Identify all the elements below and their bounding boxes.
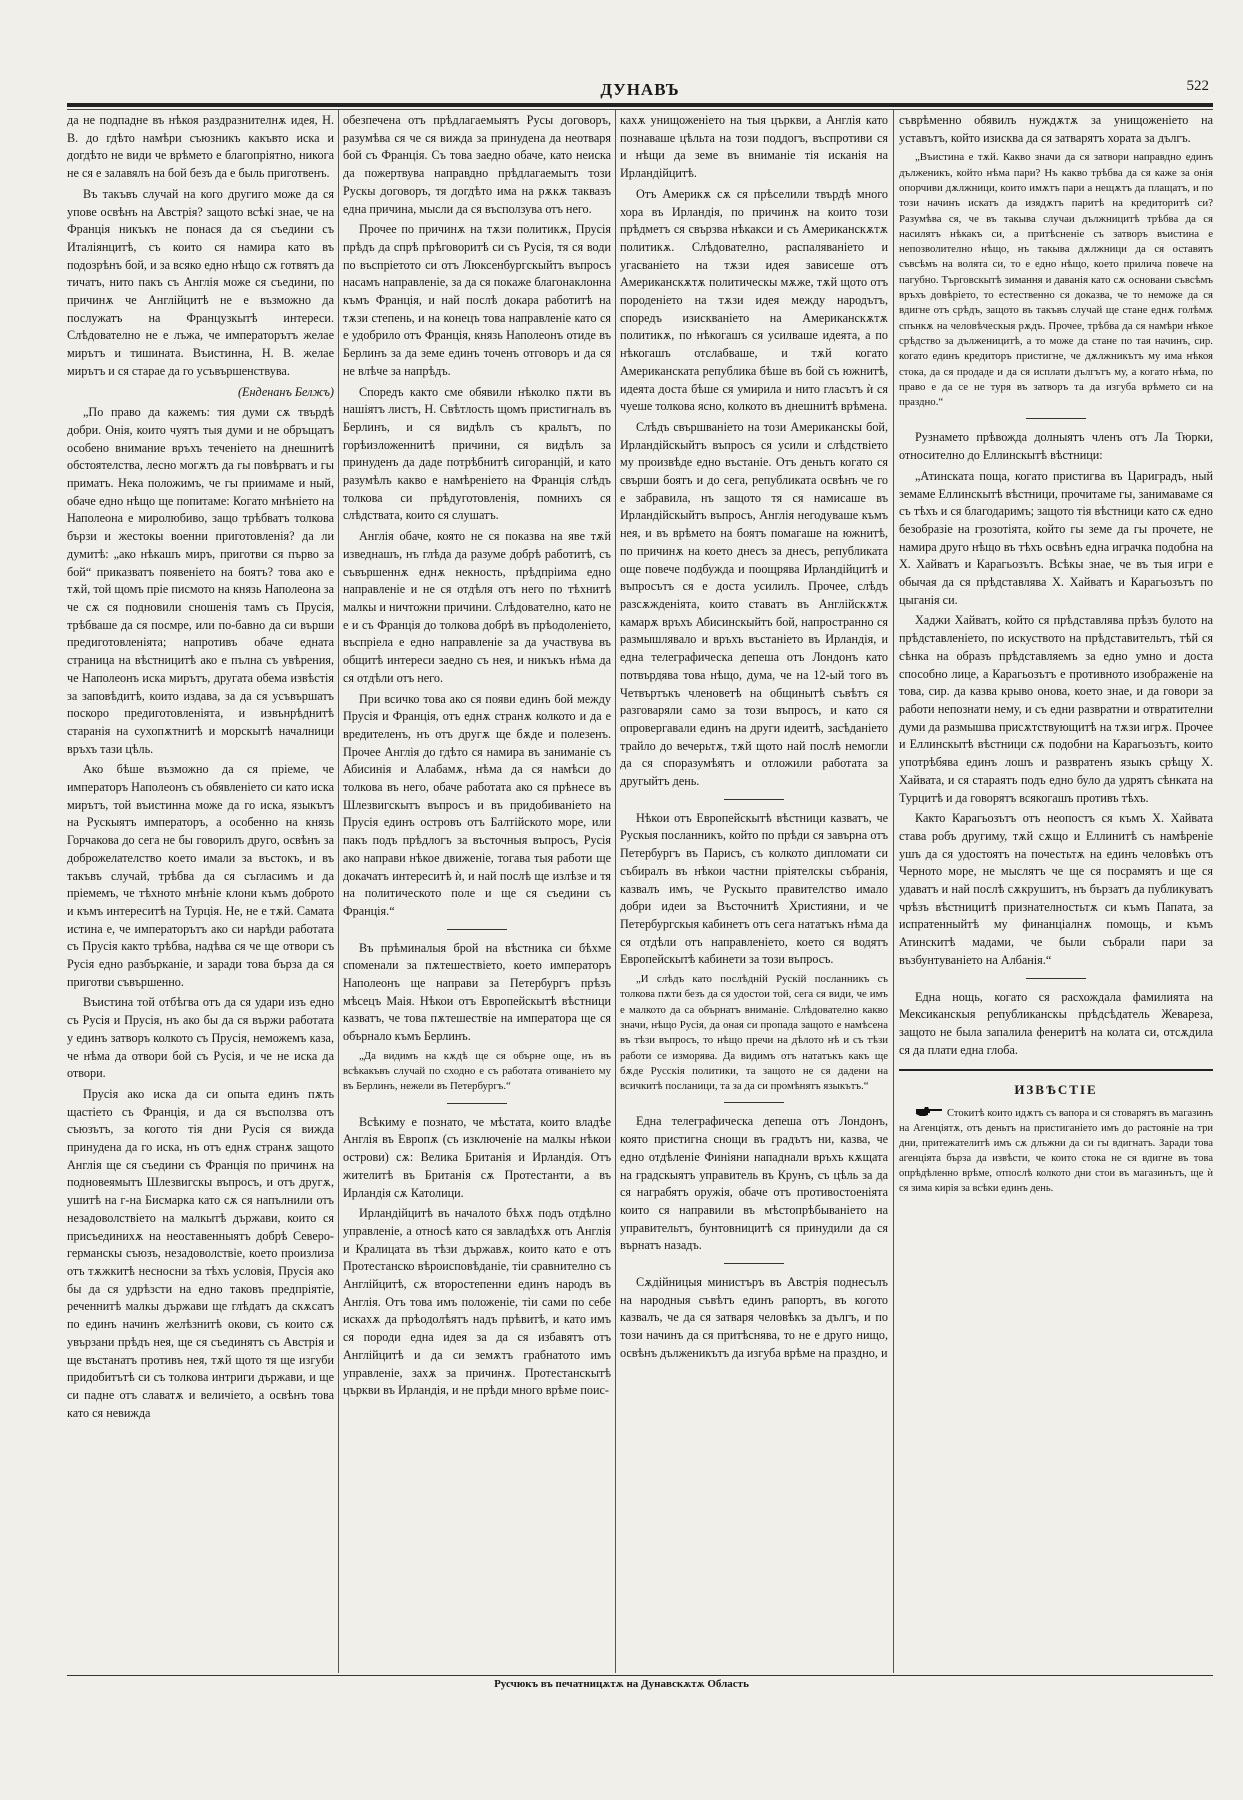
article-separator <box>447 929 507 930</box>
footer-rule <box>67 1675 1213 1676</box>
article-quote: „Да видимъ на кѫдѣ ще ся обърне още, нъ въ всѣкакъвъ случай по сходно е съ работата отиваніето му въ Берлинъ, нежели въ Петербургъ.“ <box>343 1049 611 1093</box>
article-separator <box>447 1103 507 1104</box>
article-paragraph: обезпечена отъ прѣдлагаемыятъ Русы договоръ, разумѣва ся че ся вижда за принудена да неотваря бой съ Франція. Съ това заедно обаче, като неиска да пожертвува направдно прѣдлагаемытъ този Рускы договоръ, тя догдѣто има на рѫкѫ таквазъ една причина, мысли да ся въсползува отъ него. <box>343 113 611 216</box>
article-paragraph: Слѣдъ свършваніето на този Американскы бой, Ирландійскыйтъ въпросъ ся усили и слѣдствіето му произвѣде едно въстаніе. Отъ деньтъ когато ся свърши боятъ и до сега, републиката освѣнъ че го е забравила, нъ защото тя ся намисаше въ Ирландійскыйтъ въпросъ, Англія негодуваше къмъ нея, и въ врѣмето на боятъ помагаше на южнитѣ, по причинѫ на което днесъ за днесъ, републиката още повече подбужда и поощрява Ирландійцитѣ и въпросътъ ся е доста усилилъ. Прочее, слѣдъ разсѫжденіята, които ставатъ въ Англійскѫтѫ камарѫ връхъ Абисинскыйтъ бой, напространно ся размышлявало и връхъ въстаніето въ Ирландія, и една телеграфическа депеша отъ Лондонъ като потвърдява това нѣщо, дума, че на 12-ый того въ Четвъртъкъ членоветѣ на общинытѣ съвѣтъ ся разговаряли само за този въпросъ, и като ся опровергавали единъ на други идеитѣ, засѣданіето трайло до вечерьтѫ, тѫй щото най послѣ немогли да ся споразумѣятъ и отложили работата за другыйтъ день. <box>620 419 888 789</box>
imprint-line: Русчюкъ въ печатницѫтѫ на Дунавскѫтѫ Область <box>494 1678 749 1690</box>
article-paragraph: Една нощь, когато ся расхождала фамилията на Мексиканскыя републиканскы прѣдсѣдатель Жевареза, защото не была запалила фенеритѣ на колата си, отсѫдила ся да плати една глоба. <box>899 989 1213 1057</box>
article-paragraph: съврѣменно обявилъ нуждѫтѫ за унищоженіето на уставътъ, който изисква да ся затварятъ хората за дългъ. <box>899 113 1213 145</box>
notice-rule <box>899 1069 1213 1071</box>
article-quote: „И слѣдъ като послѣдній Рускій посланникъ съ толкова пѫти безъ да ся удостои той, сега ся види, че имъ е малкото да са обърнатъ вниманіе. Слѣдователно какво значи, нѣщо Русія, да оная си пропада защото е намѣсена въ тѣзи въпросъ, то нѣщо пречи на дѣлото нѣ и съ тѣзи работи се изморява. Да видимъ отъ нататъкъ какъ ще бѫде Русскія политики, та защото не ся дадени на всичкитѣ посланици, та за да си промѣнятъ языкътъ.“ <box>620 973 888 1093</box>
pointing-hand-icon <box>915 1105 943 1118</box>
article-separator <box>724 1263 784 1264</box>
article-paragraph: Хаджи Хайватъ, който ся прѣдставлява прѣзъ булото на прѣдставленіето, по искуството на прѣдставительтъ, тѣй ся сѣнка на образъ прѣдставляемъ за едно умно и доста способно лице, а Карагьозътъ е противното изображеніе на това, сир. да казва крыво онова, което знае, и да говори за работи непознати нему, и съ едни развратни и отвратителни думи да размышва присѫтствующитѣ на тѫзи игрѫ. Прочее и Еллинскытѣ вѣстници сѫ подобни на Карагьозътъ, които употрѣбява единъ лошъ и развратенъ языкъ срѣщу Х. Хайвата, и ся стараятъ подъ едно було да удрятъ сѣнката на Турцитѣ и да говорятъ всякогашъ противъ тѣхъ. <box>899 613 1213 805</box>
article-paragraph: Споредъ както сме обявили нѣколко пѫти въ нашіятъ листъ, Н. Свѣтлость щомъ пристигналъ въ Берлинъ, и ся видѣлъ съ кральтъ, по горѣизложеннитѣ причини, ся видѣлъ за принуденъ да даде потрѣбнитѣ сигоранцій, и като разумѣлъ какво е намѣреніето на Франція слѣдъ толкова си прѣдуготовленія, помнихъ ся слѣдствата, които ся слушатъ. <box>343 384 611 523</box>
article-paragraph: кахѫ унищоженіето на тыя църкви, а Англія като познаваше цѣльта на този поддогъ, въспротиви ся и нѣщи да земе въ вниманіе тія исканія на Ирландійцитѣ. <box>620 113 888 181</box>
article-paragraph: Въистина той отбѣгва отъ да ся удари изъ едно съ Русія и Прусія, нъ ако бы да ся вържи работата у единъ затворъ колкото съ Прусія, неможемъ каза, че нѣма да отвори бой съ Русія, и че не иска да отвори. <box>67 995 334 1081</box>
column-4 <box>899 112 1213 1672</box>
column-2 <box>343 112 611 1672</box>
article-paragraph: „Атинската поща, когато пристигва въ Цариградъ, ный земаме Еллинскытѣ вѣстници, прочитаме гы, занимаваме ся съ тѣхъ и ся благодаримъ; защото тія вѣстници като сѫ едно безобразіе на грозотіята, който гы земе да гы прочете, не намира друго нѣщо въ тѣхъ освѣнъ една играчка подобна на Х. Хайватъ и Карагьозътъ. Всѣкы знае, че въ тыя игри е обычая да ся прѣдставлява Х. Хайватъ и Карагьозътъ по цыганія си. <box>899 468 1213 607</box>
column-3 <box>620 112 888 1672</box>
article-paragraph: Ирландійцитѣ въ началото бѣхѫ подъ отдѣлно управленіе, а относѣ като ся завладѣхѫ отъ Англія и Кралицата въ тѣзи държавѫ, които като е отъ Протестанско вѣроисповѣданіе, тіи сравнително съ Англійцитѣ, сѫ второстепенни единъ народъ въ Англія. Отъ това имъ положеніе, тіи сами по себе искахѫ да прѣодолѣятъ надъ прѣвитѣ, и като имъ ся породи една идея за да ся избавятъ отъ Англійцитѣ и да си земѫтъ грабнатото имъ управленіе, захѫ за причинѫ. Протестанскытѣ църкви въ Ирландія, и не прѣди много врѣме поис- <box>343 1206 611 1398</box>
column-divider <box>338 110 339 1673</box>
article-paragraph: Рузнамето прѣвожда долныятъ членъ отъ Ла Тюрки, относително до Еллинскытѣ вѣстници: <box>899 430 1213 463</box>
article-paragraph: Всѣкиму е познато, че мѣстата, които владѣе Англія въ Европѫ (съ изключеніе на малкы нѣкои острови) сѫ: Велика Британія и Ирландія. Отъ жителитѣ въ Британія сѫ Протестанти, а въ Ирландія сѫ Католици. <box>343 1114 611 1200</box>
column-divider <box>615 110 616 1673</box>
article-paragraph: Въ прѣминалыя брой на вѣстника си бѣхме споменали за пѫтешествіето, което императоръ Наполеонъ ще направи за Петербургъ прѣзъ мѣсецъ Маія. Нѣкои отъ Европейскытѣ вѣстници казватъ, че това пѫтешествіе на императора ще ся обърнало къмъ Берлинъ. <box>343 940 611 1044</box>
article-separator <box>1026 978 1086 979</box>
column-divider <box>893 110 894 1673</box>
source-attribution: (Енденанъ Белжъ) <box>237 384 334 399</box>
header-rule <box>67 103 1213 107</box>
notice-title: ИЗВѢСТІЕ <box>1014 1082 1098 1098</box>
article-paragraph: Една телеграфическа депеша отъ Лондонъ, която пристигна снощи въ градътъ ни, казва, че едно отдѣленіе Финіяни нападнали връхъ кѫщата на градскыятъ управитель въ Крунъ, съ цѣль за да ся награбятъ оружія, обаче отъ противостоеніята които ся направили въ мѣстопрѣбываніето на управительтъ, бунтовницитѣ ся принудили да ся върнатъ назадъ. <box>620 1114 888 1253</box>
page-number: 522 <box>1186 78 1209 94</box>
page-header <box>67 76 1213 106</box>
article-paragraph: да не подпадне въ нѣкоя раздразнителнѫ идея, Н. В. до гдѣто намѣри съюзникъ какъвто иска и догдѣто не види че врѣмето е благопріятно, никога не ся е залавялъ на бой безъ да е быль приготвенъ. <box>67 113 334 181</box>
notice-text-block <box>899 1105 1213 1196</box>
article-paragraph: Въ такъвъ случай на кого другиго може да ся упове освѣнъ на Австрія? защото всѣкі знае, че на Франція никъкъ не понася да ся съедини съ Италіянцитѣ, съ които ся намира като въ подозрѣнъ бой, и за всяко едно нѣщо сѫ готвятъ да тичатъ, нито пакъ съ Англія може ся съедини, по причинѫ че Англійцитѣ не е възможно да послужатъ на Французкытѣ интереси. Слѣдователно не е лъжа, че императорътъ желае мирътъ и тишината. Въистинна, Н. В. желае мирътъ и ся старае да го усъвършенствува. <box>67 186 334 378</box>
article-separator <box>724 799 784 800</box>
header-rule-thin <box>67 109 1213 110</box>
article-paragraph: Англія обаче, която не ся показва на яве тѫй изведнашъ, нъ глѣда да разуме добрѣ работитѣ, съ съвършеннѫ еднѫ некность, прѣдпріима едно направленіе и не ся отдѣля отъ него по тѣхнитѣ малкы и ничтожни причини. Слѣдователно, като не е и съ Франція до толкова добрѣ въ прѣодоленіето, въспріела е едно направленіе за да участвува въ общитѣ интереси заедно съ нея, и никъкъ нѣма да ся отдѣли отъ него. <box>343 529 611 685</box>
column-1 <box>67 112 334 1672</box>
masthead-title: ДУНАВЪ <box>600 80 680 99</box>
article-paragraph: Сѫдійницыя министъръ въ Австрія поднесълъ на народныя съвѣтъ единъ рапортъ, въ когото казвалъ, че да ся затваря человѣкъ за дългъ, и по този начинъ да ся притѣснява, то не е друго нищо, освѣнъ дълженикътъ да изгуба врѣме на праздно, и <box>620 1275 888 1360</box>
article-paragraph: „По право да кажемъ: тия думи сѫ твърдѣ добри. Онія, които чуятъ тыя думи и не обръщатъ особено внимание връхъ теченіето на днешнитѣ обстоятелства, лесно могѫтъ да гы повѣрватъ и гы приматъ. Нека положимъ, че гы приимаме и ный, обаче едно нѣщо ще попитаме: Когато мнѣніето на Наполеона е миролюбиво, защо трѣбватъ толкова бързи и жестокы военни приготовленія? да ли думитѣ: „ако нѣкашъ миръ, приготви ся първо за бой“ приказватъ появеніето на боятъ? това ако е тѫй, той щомъ пріе писмото на князь Наполеона за че сѫ ся подновили сношенія тамъ съ Прусія, трѣбваше да ся посмре, или по-бавно да си върши предиготовленіята; напротивъ обаче едната страница на вѣстницитѣ ако е пълна съ увѣрения, че Наполеонъ иска мирътъ, другата обема извѣстія за заповѣдитѣ, които издава, за да ся усъвършатъ поскоро предиготовленіята, и извънрѣднитѣ старанія на сухопѫтнитѣ и морскытѣ началници връхъ тази цѣль. <box>67 405 334 756</box>
notice-text: Стокитѣ които идѫтъ съ вапора и ся стоварятъ въ магазинъ на Агенціятѫ, отъ деньтъ на пристиганіето имъ до растояніе на три дни, притежателитѣ имъ сѫ длъжни да си гы вдигнатъ. Заради това агенціята бърза да извѣсти, че които стока не ся вдигне въ това опрѣдѣленно врѣме, отпослѣ колкото дни стои въ магазинътъ, ще ѝ ся зима кирія за всѣки единъ день. <box>899 1108 1213 1195</box>
article-paragraph: Както Карагьозътъ отъ неопостъ ся къмъ Х. Хайвата става робъ другиму, тѫй сѫщо и Еллинитѣ съ намѣреніе ушъ да ся удостоятъ на почестьтѫ на единъ человѣкъ отъ Черното море, не мыслятъ че ще ся посрамятъ и ще ся удаватъ и най послѣ сѫкрушитъ, нъ бързатъ да публикуватъ чрѣзъ вѣстницитѣ признателностьтѫ си къмъ Папата, за испратенныйтѣ му финанціалнѫ помощь, и къмъ Атинскитѣ мадами, че были събрали пари за възбунтуваніето на Албанія.“ <box>899 811 1213 967</box>
article-paragraph: При всичко това ако ся появи единъ бой между Прусія и Франція, отъ еднѫ странѫ колкото и да е вредителенъ, нъ отъ другѫ ще бѫде и полезенъ. Прочее Англія до гдѣто ся намира въ заниманіе съ Абисинія и Алабамѫ, нѣма да ся намѣси до толкова въ него, обаче работата ако ся прѣнесе въ Шлезвигскытъ въпросъ и въ придобиваніето на Прусія единъ островъ отъ Балтійското море, или пакъ подъ прѣдлогъ за въсточныя въпросъ, Русія ако направи нѣкое движеніе, тогава тыя работи ще докачатъ интереситѣ ѝ, и най послѣ ще излѣзе и тя на политическото поле и ще ся съедини съ Франція.“ <box>343 691 611 918</box>
article-paragraph: Отъ Америкѫ сѫ ся прѣселили твърдѣ много хора въ Ирландія, по причинѫ на които този прѣдметъ ся свързва нѣкакси и съ Американскѫтѫ политикѫ. Слѣдователно, распаляваніето и угасваніето на тѫзи идея зависеше отъ Американскѫтѫ политическы мѫже, тѫй щото отъ породеніето на тѫзи идея между народътъ, споредъ изискваніето на Американскѫтѫ политикѫ, по нѣкогашъ ся усилваше идеята, а по нѣкогашъ отслабваше, и тѫй когато Американската република бѣше въ бой съ южнитѣ, идеята доста бѣше ся умирила и нито гласътъ ѝ ся чуеше толкова ясно, колкото въ днешнитѣ врѣмена. <box>620 186 888 414</box>
article-quote: „Въистина е тѫй. Какво значи да ся затвори направдно единъ дълженикъ, който нѣма пари? Нъ какво трѣбва да ся каже за онія опорчиви дѫлжници, които имѫтъ пари а нещѫтъ да плащатъ, и по този начинъ искатъ да изядѫтъ паритѣ на кредиторитѣ си? Разумѣва ся, че въ такыва случаи дължницитѣ трѣбва да ся насилятъ нѣкакъ си, а притѣсненіе съ затворъ въистина е непозволително нѣщо, нъ такыва дѫлжници да ся оставятъ съвсѣмъ на волята си, то е едно нѣщо, което прилича повече на пагубно. Търговскытѣ зимання и даванія като сѫ основани съвсѣмъ връхъ довѣріето, то естественно ся доказва, че то неможе да ся вдигне отъ срѣдъ, защото въ такъвъ случай ще стане еднѫ голѣмѫ спънкѫ на человѣческыя рѫдъ. Прочее, трѣбва да ся намѣри нѣкое срѣдство за дълженицитѣ, а то може да стане по тая начинъ, сир. когато единъ кредиторъ пристигне, че дѫлжникътъ му има нѣкоя стока, да ся продаде и да ся исплати дългътъ му, а когато нѣма, по право е да се не туря въ затворъ та да изгуба врѣмето си на праздно.“ <box>899 151 1213 409</box>
article-paragraph: Нѣкои отъ Европейскытѣ вѣстници казватъ, че Рускыя посланникъ, който по прѣди ся завърна отъ Петербургъ въ Парисъ, съ колкото дипломати си събиралъ въ нѣкои частни пріятелскы събранія, казвалъ имъ, че Рускыто правителство имало добри идеи за Въсточнитѣ Християни, и че Петербургскыя кабинетъ отъ сега нататъкъ нѣма да ся отдѣли отъ направленіето, което ся водятъ Европейскытѣ кабинети за този въпросъ. <box>620 810 888 967</box>
article-paragraph: Ако бѣше възможно да ся пріеме, че императоръ Наполеонъ съ обявленіето си като иска мирътъ, той въистинна може да го иска, языкътъ на Рускыятъ императоръ, а особенно на князь Горчакова до сега не бы говорилъ друго, освѣнъ за доброжелателство което имали за въстокъ, и въ такъвъ случай, трѣбва да ся съгласимъ и да пріемемъ, че тѣхното мнѣніе клони къмъ доброто и къмъ интереситѣ на Турція. Не, не е тѫй. Самата истина е, че императорътъ ако си нарѣди работата съ Прусія както трѣбва, надѣва ся че ще отвори съ Русія едно разбърканіе, и заради това бърза да ся приготви съвършенно. <box>67 762 334 989</box>
article-paragraph: Прочее по причинѫ на тѫзи политикѫ, Прусія прѣдъ да спрѣ прѣговоритѣ си съ Русія, тя ся води по въспріетото си отъ Люксенбургскыйтъ въпросъ насамъ направленіе, за да ся покаже благонаклонна къмъ Франція, и най послѣ докара работитѣ на тѫзи степень, и на конецъ това направленіе като ся е удобрило отъ Франція, князь Наполеонъ отиде въ Берлинъ за да земе единъ точенъ отговоръ и да ся не влѣче за напрѣдъ. <box>343 222 611 378</box>
article-paragraph: Прусія ако иска да си опыта единъ пѫть щастіето съ Франція, и да ся въсползва отъ съюзътъ, за когото тія дни Русія ся вижда принудена да го иска, нъ отъ еднѫ странѫ защото Англія ще ся съедини съ Франція по причинѫ на подновеямытъ Шлезвигскы въпросъ, и отъ другѫ, ушитѣ на г-на Бисмарка като сѫ ся напълнили отъ незадоволствіето на малкытѣ държави, които ся присъединихѫ на неоставенныятъ добрѣ Северо-германскы съюзъ, незадоволствіе, което произлиза отъ тѫжкитѣ несносни за тѣхъ условія, Прусія ако бы да ся удрѣзсти на едно таковъ предпріятіе, реченнитѣ малкы държави ще глѣдатъ да скѫсатъ по единъ начинъ желѣзнитѣ окови, съ които сѫ увързани прѣдъ нея, ще ся съединятъ съ Австрія и ще въстанатъ противъ нея, тѫй щото тя ще изгуби придобитътѣ си съ толкова интриги държави, и ще си падне отъ славатѫ и величіето, а освѣнъ това като ся невижда <box>67 1086 334 1420</box>
article-separator <box>1026 418 1086 419</box>
article-separator <box>724 1102 784 1103</box>
